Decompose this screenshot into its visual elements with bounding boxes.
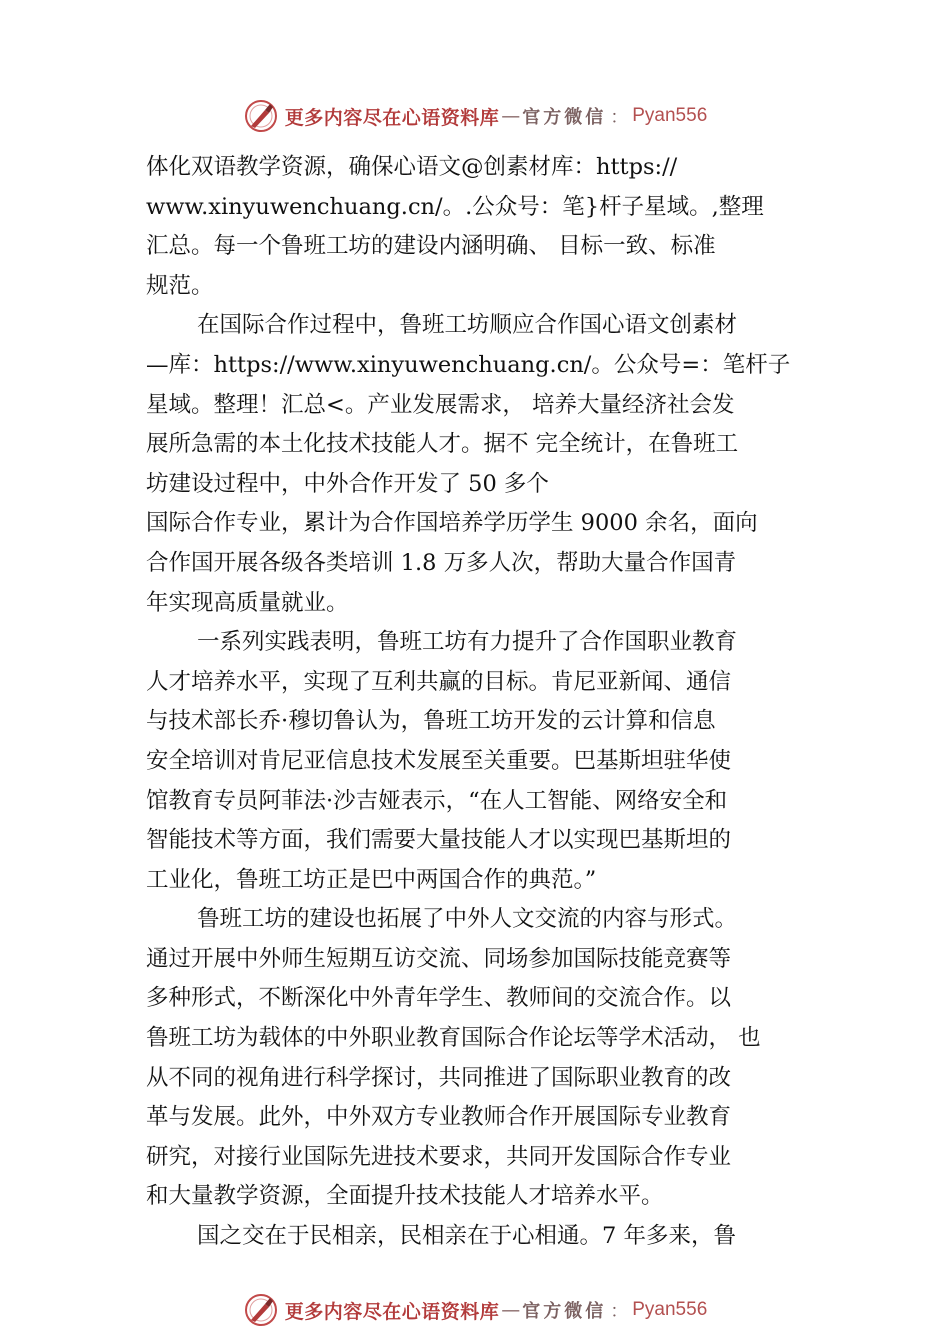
text-line: 与技术部长乔·穆切鲁认为，鲁班工坊开发的云计算和信息 — [146, 708, 716, 735]
text-line: 在国际合作过程中，鲁班工坊顺应合作国心语文创素材 — [197, 312, 738, 339]
text-line: 工业化，鲁班工坊正是巴中两国合作的典范。” — [146, 866, 597, 893]
text-line: 多种形式，不断深化中外青年学生、教师间的交流合作。以 — [146, 985, 732, 1012]
text-line: www.xinyuwenchuang.cn/。.公众号：笔}杆子星域。,整理 — [146, 193, 764, 220]
footer-wechat-id: Pyan556 — [632, 1299, 708, 1320]
footer-brand-text: 更多内容尽在心语资料库 — [284, 1300, 500, 1323]
footer-dash: — — [501, 1299, 521, 1321]
header-wechat-id: Pyan556 — [632, 105, 708, 126]
text-line: 星域。整理！汇总<。产业发展需求， 培养大量经济社会发 — [146, 391, 735, 418]
footer-banner — [0, 1290, 950, 1330]
text-line: 坊建设过程中，中外合作开发了 50 多个 — [146, 470, 549, 497]
text-line: —库：https://www.xinyuwenchuang.cn/。公众号=：笔杆子 — [146, 351, 791, 378]
text-line: 合作国开展各级各类培训 1.8 万多人次，帮助大量合作国青 — [146, 549, 737, 576]
text-line: 革与发展。此外，中外双方专业教师合作开展国际专业教育 — [146, 1104, 732, 1131]
text-line: 鲁班工坊为载体的中外职业教育国际合作论坛等学术活动， 也 — [146, 1025, 761, 1052]
header-banner — [0, 96, 950, 136]
text-line: 和大量教学资源，全面提升技术技能人才培养水平。 — [146, 1183, 664, 1210]
pen-logo-icon — [243, 98, 279, 134]
footer-wechat-label: 官方微信 — [522, 1301, 607, 1322]
pen-logo-icon — [243, 1292, 279, 1328]
footer-colon: ： — [610, 1301, 629, 1322]
header-wechat-label: 官方微信 — [522, 107, 607, 128]
text-line: 安全培训对肯尼亚信息技术发展至关重要。巴基斯坦驻华使 — [146, 747, 732, 774]
text-line: 馆教育专员阿菲法·沙吉娅表示，“在人工智能、网络安全和 — [146, 787, 728, 814]
text-line: 展所急需的本土化技术技能人才。据不 完全统计，在鲁班工 — [146, 431, 739, 458]
header-colon: ： — [610, 107, 629, 128]
text-line: 研究，对接行业国际先进技术要求，共同开发国际合作专业 — [146, 1143, 732, 1170]
text-line: 汇总。每一个鲁班工坊的建设内涵明确、 目标一致、标准 — [146, 233, 716, 260]
header-brand-text: 更多内容尽在心语资料库 — [284, 106, 500, 129]
header-dash: — — [501, 105, 521, 127]
text-line: 国际合作专业，累计为合作国培养学历学生 9000 余名，面向 — [146, 510, 758, 537]
text-line: 年实现高质量就业。 — [146, 589, 349, 616]
text-line: 国之交在于民相亲，民相亲在于心相通。7 年多来，鲁 — [197, 1223, 736, 1250]
text-line: 体化双语教学资源，确保心语文@创素材库：https:// — [146, 154, 678, 180]
text-line: 人才培养水平，实现了互利共赢的目标。肯尼亚新闻、通信 — [146, 668, 732, 695]
text-line: 通过开展中外师生短期互访交流、同场参加国际技能竞赛等 — [146, 945, 732, 972]
document-body — [146, 148, 826, 1257]
text-line: 鲁班工坊的建设也拓展了中外人文交流的内容与形式。 — [197, 906, 738, 933]
text-line: 智能技术等方面，我们需要大量技能人才以实现巴基斯坦的 — [146, 827, 732, 854]
text-line: 规范。 — [146, 272, 214, 299]
text-line: 一系列实践表明，鲁班工坊有力提升了合作国职业教育 — [197, 629, 738, 656]
text-line: 从不同的视角进行科学探讨，共同推进了国际职业教育的改 — [146, 1064, 732, 1091]
